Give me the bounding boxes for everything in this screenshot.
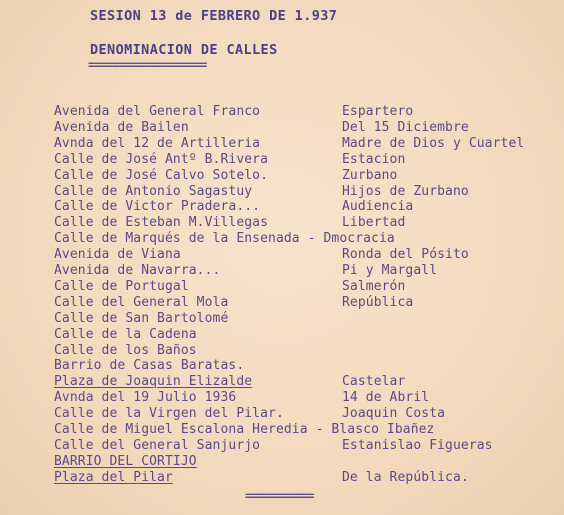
old-street-name: Calle del General Mola xyxy=(54,295,229,310)
old-street-name: Avenida de Navarra... xyxy=(54,263,221,278)
new-street-name: Salmerón xyxy=(342,279,406,294)
old-street-name: Calle de los Baños xyxy=(54,343,197,358)
new-street-name: Espartero xyxy=(342,104,414,119)
old-street-name: Avenida del General Franco xyxy=(54,104,261,119)
old-street-name: Calle de José Calvo Sotelo. xyxy=(54,168,269,183)
document-subtitle: DENOMINACION DE CALLES xyxy=(90,42,278,58)
new-street-name: 14 de Abril xyxy=(342,390,430,405)
old-street-name: Calle de la Cadena xyxy=(54,327,197,342)
old-street-name: Calle del General Sanjurjo xyxy=(54,438,261,453)
old-street-name: Plaza de Joaquin Elizalde xyxy=(54,374,253,389)
old-street-name: Avenida de Bailen xyxy=(54,120,189,135)
old-street-name: Barrio de Casas Baratas. xyxy=(54,358,245,373)
old-street-name: Avnda del 19 Julio 1936 xyxy=(54,390,237,405)
old-street-name: Plaza del Pilar xyxy=(54,470,173,485)
new-street-name: Del 15 Diciembre xyxy=(342,120,469,135)
old-street-name: Calle de Portugal xyxy=(54,279,189,294)
old-street-name: Calle de Victor Pradera... xyxy=(54,199,261,214)
new-street-name: Estacion xyxy=(342,152,406,167)
new-street-name: Joaquin Costa xyxy=(342,406,446,421)
new-street-name: Castelar xyxy=(342,374,406,389)
new-street-name: Estanislao Figueras xyxy=(342,438,493,453)
new-street-name: Pi y Margall xyxy=(342,263,438,278)
new-street-name: Hijos de Zurbano xyxy=(342,184,469,199)
old-street-name: Calle de José Antº B.Rivera xyxy=(54,152,269,167)
footer-rule: =========== xyxy=(245,489,314,503)
new-street-name: Ronda del Pósito xyxy=(342,247,469,262)
new-street-name: Libertad xyxy=(342,215,406,230)
subtitle-underline: =================== xyxy=(88,58,207,72)
new-street-name: Audiencia xyxy=(342,199,414,214)
old-street-name: Calle de San Bartolomé xyxy=(54,311,229,326)
old-street-name: Avnda del 12 de Artilleria xyxy=(54,136,261,151)
new-street-name: De la República. xyxy=(342,470,469,485)
old-street-name: Calle de la Virgen del Pilar. xyxy=(54,406,284,421)
new-street-name: Zurbano xyxy=(342,168,398,183)
old-street-name: Calle de Marqués de la Ensenada - Dmocracia xyxy=(54,231,395,246)
new-street-name: Madre de Dios y Cuartel xyxy=(342,136,525,151)
new-street-name: República xyxy=(342,295,414,310)
old-street-name: Calle de Antonio Sagastuy xyxy=(54,184,253,199)
old-street-name: Avenida de Viana xyxy=(54,247,181,262)
session-title: SESION 13 de FEBRERO DE 1.937 xyxy=(90,8,338,24)
old-street-name: BARRIO DEL CORTIJO xyxy=(54,454,197,469)
old-street-name: Calle de Esteban M.Villegas xyxy=(54,215,269,230)
old-street-name: Calle de Miguel Escalona Heredia - Blasco Ibañez xyxy=(54,422,435,437)
